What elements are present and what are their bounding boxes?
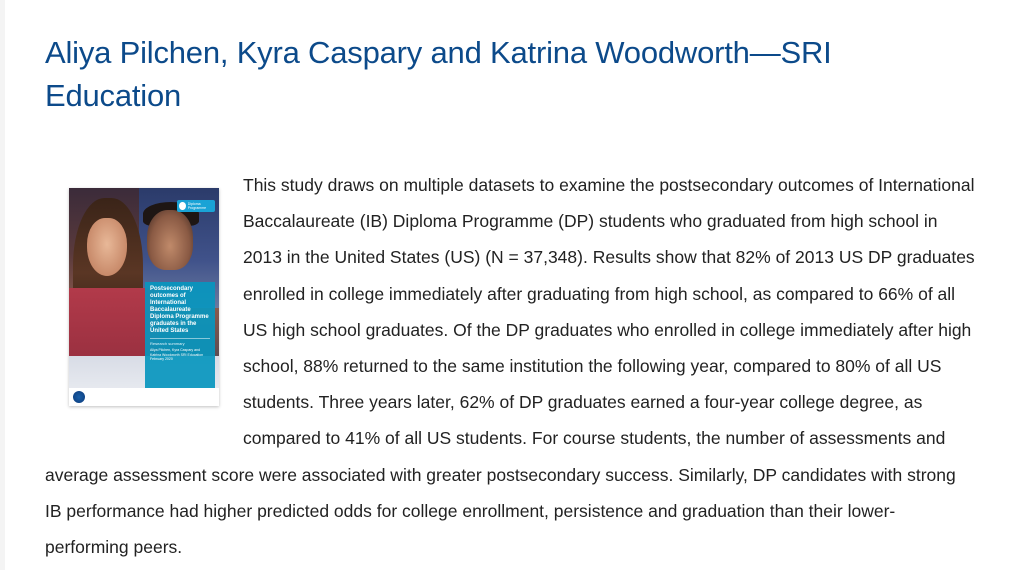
cover-badge-text: Diploma Programme: [187, 202, 207, 210]
summary-text: This study draws on multiple datasets to examine the postsecondary outcomes of International Baccalaureate (IB) Diploma Programme (DP) students who graduated from high school in 2013 in the United States (US) (N = 37,348). Results show that 82% of 2013 US DP graduates enrolled in college immediately after graduating from high school, as compared to 66% of all US high school graduates. Of the DP graduates who enrolled in college immediately after high school, 88% returned to the same institution the following year, compared to 80% of all US students. Three years later, 62% of DP graduates earned a four-year college degree, as compared to 41% of all US students. For course students, the number of assessments and average assessment score were associated with greater postsecondary success. Similarly, DP candidates with strong IB performance had higher predicted odds for college enrollment, persistence and graduation than their lower-performing peers.: [45, 175, 975, 558]
summary-paragraph: [45, 167, 975, 565]
cover-authors: Aliya Pilchen, Kyra Caspary and Katrina Woodworth SRI Education February 2020: [150, 348, 204, 361]
cover-title: Postsecondary outcomes of International Baccalaureate Diploma Programme graduates in the United States: [150, 286, 209, 334]
cover-subtitle: Research summary: [150, 338, 210, 346]
authors-heading: Aliya Pilchen, Kyra Caspary and Katrina Woodworth—SRI Education: [45, 35, 832, 113]
